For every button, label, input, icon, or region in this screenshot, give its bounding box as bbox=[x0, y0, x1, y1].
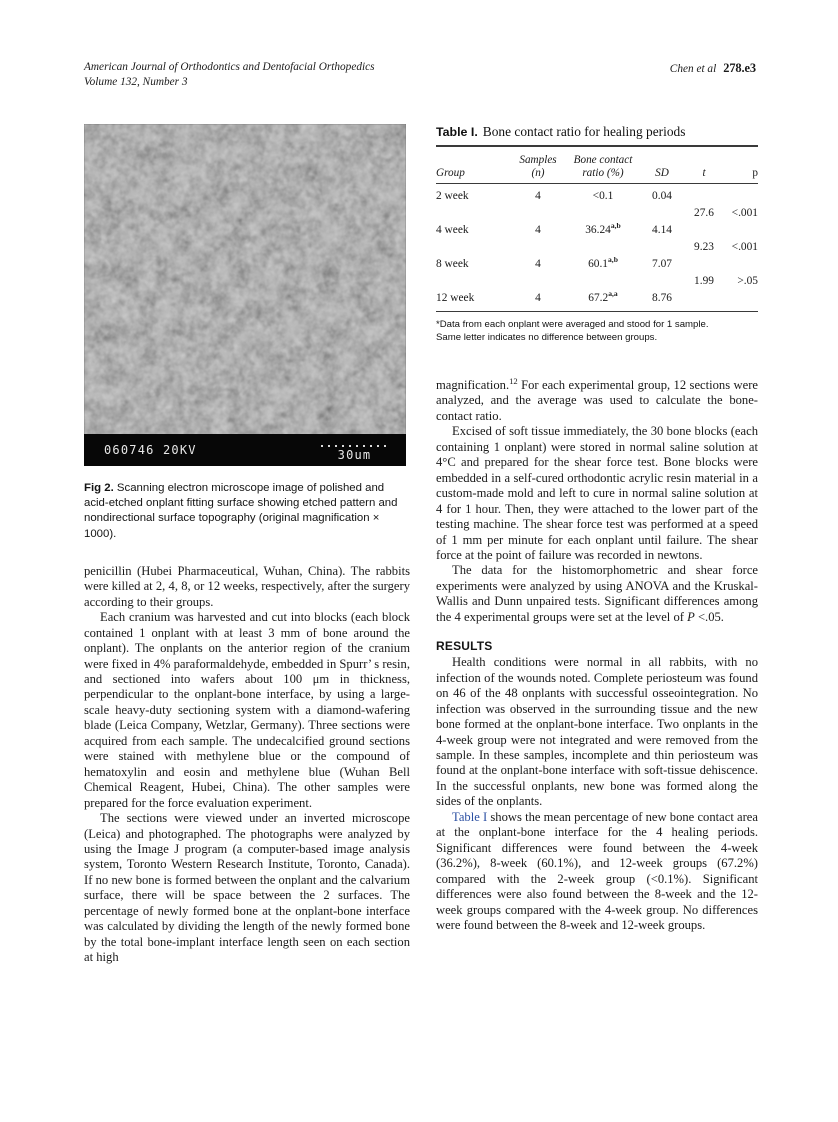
table-1 bbox=[436, 124, 758, 344]
col-header-ratio-line1: Bone contact bbox=[573, 154, 633, 166]
cell-ratio-superscript: a,b bbox=[608, 255, 618, 265]
cell-empty bbox=[566, 273, 640, 290]
table-row bbox=[436, 256, 758, 273]
table-title-text: Bone contact ratio for healing periods bbox=[482, 124, 686, 139]
sem-scale-ticks bbox=[321, 445, 386, 447]
table-stat-row bbox=[436, 239, 758, 256]
paragraph: The sections were viewed under an inverted microscope (Leica) and photographed. The photographs were analyzed by using the Image J program (a computer-based image analysis system, Toronto Western Research Institute, Toronto, Canada). If no new bone is formed between the onplant and the calvarium surface, there will be space between the 2 surfaces. The percentage of newly formed bone at the onplant-bone interface was calculated by dividing the length of the newly formed bone by the total bone-implant interface length seen on each section at high bbox=[84, 811, 410, 965]
cell-t: 1.99 bbox=[694, 275, 714, 288]
running-head-right bbox=[670, 60, 756, 77]
figure-2-caption bbox=[84, 481, 410, 542]
cell-empty bbox=[436, 273, 510, 290]
cell-empty bbox=[436, 239, 510, 256]
table-1-cross-reference-link[interactable]: Table I bbox=[452, 809, 488, 824]
right-column-body bbox=[436, 375, 758, 933]
cell-ratio bbox=[566, 256, 640, 273]
cell-empty bbox=[510, 239, 566, 256]
journal-name: American Journal of Orthodontics and Dentofacial Orthopedics bbox=[84, 61, 375, 73]
cell-ratio bbox=[566, 184, 640, 206]
table-stat-row bbox=[436, 273, 758, 290]
cell-t bbox=[684, 222, 724, 239]
cell-t: 9.23 bbox=[694, 241, 714, 254]
cell-empty bbox=[640, 273, 684, 290]
paragraph-text-post: <.05. bbox=[694, 609, 724, 624]
statistic-symbol: P bbox=[687, 609, 695, 624]
cell-p: <.001 bbox=[731, 241, 758, 254]
paragraph: Each cranium was harvested and cut into blocks (each block contained 1 onplant with at least 3 mm of bone around the onplant). The onplants on the anterior region of the cranium were fixed in 4% paraformaldehyde, embedded in Spurr’ s resin, and sectioned into wafers about 100 μm in thickness, perpendicular to the onplant-bone interface, by using a large-scale heavy-duty sectioning system with a diamond-wafering blade (Leica Company, Wetzlar, Germany). Three sections were acquired from each sample. The undecalcified ground sections were stained with methylene blue or the compound of hematoxylin and eosin and methylene blue (Wuhan Bell Chemical Reagent, Hubei, China). The other samples were prepared for the force evaluation experiment. bbox=[84, 610, 410, 810]
citation-superscript: 12 bbox=[509, 375, 518, 386]
col-header-samples-line1: Samples bbox=[519, 154, 557, 166]
table-footnote-line2: Same letter indicates no difference between groups. bbox=[436, 331, 658, 343]
cell-empty bbox=[566, 205, 640, 222]
cell-samples: 4 bbox=[535, 292, 541, 305]
paragraph: Excised of soft tissue immediately, the 30 bone blocks (each containing 1 onplant) were stored in normal saline solution at 4°C and prepared for the shear force test. Bone blocks were embedded in a self-cured orthodontic acrylic resin material in a custom-made mold and left to cure in normal saline solution at 4 for 1 hour. Then, they were attached to the lower part of the testing machine. The shear force test was performed at a speed of 1 mm per minute for each onplant until failure. The shear force at the point of failure was recorded in newtons. bbox=[436, 424, 758, 562]
table-header-row bbox=[436, 146, 758, 184]
running-head bbox=[84, 60, 756, 90]
col-header-samples bbox=[510, 146, 566, 184]
cell-ratio-superscript: a,a bbox=[608, 289, 618, 299]
col-header-p: p bbox=[724, 146, 758, 184]
journal-volume-issue: Volume 132, Number 3 bbox=[84, 76, 188, 88]
left-column bbox=[84, 124, 410, 966]
cell-group: 12 week bbox=[436, 292, 475, 305]
cell-p bbox=[724, 256, 758, 273]
cell-empty bbox=[510, 273, 566, 290]
cell-ratio-value: 36.24 bbox=[585, 224, 611, 237]
cell-ratio-value: 67.2 bbox=[588, 292, 609, 305]
col-header-sd: SD bbox=[640, 146, 684, 184]
cell-samples: 4 bbox=[535, 258, 541, 271]
sem-image-id: 060746 20KV bbox=[104, 443, 197, 457]
table-caption bbox=[436, 124, 758, 140]
cell-ratio-value: <0.1 bbox=[592, 190, 614, 203]
paragraph-text-post: For each experimental group, 12 sections were analyzed, and the average was used to calculate the bone-contact ratio. bbox=[436, 378, 758, 423]
cell-empty bbox=[510, 205, 566, 222]
col-header-samples-line2: (n) bbox=[531, 166, 545, 179]
paragraph bbox=[436, 810, 758, 934]
cell-p bbox=[724, 290, 758, 311]
cell-ratio-value: 60.1 bbox=[588, 258, 608, 271]
cell-samples: 4 bbox=[510, 184, 566, 206]
cell-sd: 8.76 bbox=[652, 292, 672, 305]
cell-group: 8 week bbox=[436, 258, 469, 271]
paragraph bbox=[436, 375, 758, 424]
authors-citation: Chen et al bbox=[669, 63, 717, 75]
table-footnote-line1: *Data from each onplant were averaged and stood for 1 sample. bbox=[436, 319, 709, 331]
table-stat-row bbox=[436, 205, 758, 222]
section-heading-results: RESULTS bbox=[436, 639, 493, 654]
cell-t bbox=[684, 256, 724, 273]
paragraph-text-pre: The data for the histomorphometric and shear force experiments were analyzed by using ANOVA and the Kruskal-Wallis and Dunn unpaired tests. Significant differences among the 4 experimental groups were set at the level of bbox=[436, 563, 758, 624]
cell-sd: 7.07 bbox=[652, 258, 672, 271]
cell-t bbox=[684, 290, 724, 311]
right-column bbox=[436, 124, 758, 933]
sem-data-bar bbox=[84, 434, 406, 466]
table-footnote bbox=[436, 319, 758, 344]
cell-empty bbox=[436, 205, 510, 222]
cell-ratio bbox=[566, 290, 640, 311]
table-row bbox=[436, 222, 758, 239]
table-header bbox=[436, 146, 758, 184]
table-row bbox=[436, 290, 758, 311]
cell-ratio-superscript: a,b bbox=[610, 221, 621, 231]
cell-group: 2 week bbox=[436, 184, 510, 206]
cell-p: <.001 bbox=[731, 207, 758, 220]
figure-label: Fig 2. bbox=[84, 482, 114, 494]
cell-p bbox=[724, 222, 758, 239]
page-number: 278.e3 bbox=[723, 61, 756, 75]
sem-scale-label: 30um bbox=[337, 448, 372, 462]
cell-sd: 0.04 bbox=[640, 184, 684, 206]
paragraph bbox=[436, 563, 758, 625]
cell-p: >.05 bbox=[737, 275, 758, 288]
col-header-ratio-line2: ratio (%) bbox=[582, 166, 624, 179]
cell-p bbox=[724, 184, 758, 206]
paragraph: Health conditions were normal in all rabbits, with no infection of the wounds noted. Complete periosteum was found on 46 of the 48 onplants with successful osseointegration. No infection was observed in the surrounding tissue and the new bone formed at the onplant-bone interface. Two onplants in the 4-week group were not integrated and were removed from the sample. In these samples, incomplete and thin periosteum was found at the onplant-bone interface with soft-tissue dehiscence. In the successful onplants, new bone was formed along the sides of the onplants. bbox=[436, 655, 758, 809]
cell-empty bbox=[566, 239, 640, 256]
col-header-group: Group bbox=[436, 146, 510, 184]
left-column-body bbox=[84, 564, 410, 966]
cell-empty bbox=[640, 239, 684, 256]
cell-t bbox=[684, 184, 724, 206]
paragraph-text-post: shows the mean percentage of new bone contact area at the onplant-bone interface for the 4 healing periods. Significant differences were found between the 4-week (36.2%), 8-week (60.1%), and 12-week groups (67.2%) compared with the 2-week group (<0.1%). Significant differences were also found between the 8-week and the 12-week groups compared with the 4-week group. No differences were found between the 8-week and 12-week groups. bbox=[436, 809, 758, 932]
paragraph: penicillin (Hubei Pharmaceutical, Wuhan, China). The rabbits were killed at 2, 4, 8, or 12 weeks, respectively, after the surgery according to their groups. bbox=[84, 563, 410, 609]
figure-2-image bbox=[84, 124, 406, 466]
cell-group: 4 week bbox=[436, 224, 469, 237]
col-header-ratio bbox=[566, 146, 640, 184]
col-header-t: t bbox=[684, 146, 724, 184]
sem-micrograph-texture bbox=[84, 124, 406, 466]
figure-caption-text: Scanning electron microscope image of polished and acid-etched onplant fitting surface showing etched pattern and nondirectional surface topography (original magnification × 1000). bbox=[84, 482, 398, 540]
cell-empty bbox=[640, 205, 684, 222]
cell-ratio bbox=[566, 222, 640, 239]
bone-contact-ratio-table bbox=[436, 145, 758, 311]
journal-title-block bbox=[84, 60, 375, 90]
table-bottom-rule bbox=[436, 311, 758, 312]
cell-sd: 4.14 bbox=[652, 224, 672, 237]
cell-samples: 4 bbox=[535, 224, 541, 237]
paragraph-text-pre: magnification. bbox=[436, 378, 510, 392]
table-body bbox=[436, 184, 758, 312]
table-label: Table I. bbox=[436, 125, 478, 139]
sem-scale-bar bbox=[321, 445, 388, 462]
table-row bbox=[436, 184, 758, 206]
cell-t: 27.6 bbox=[694, 207, 714, 220]
